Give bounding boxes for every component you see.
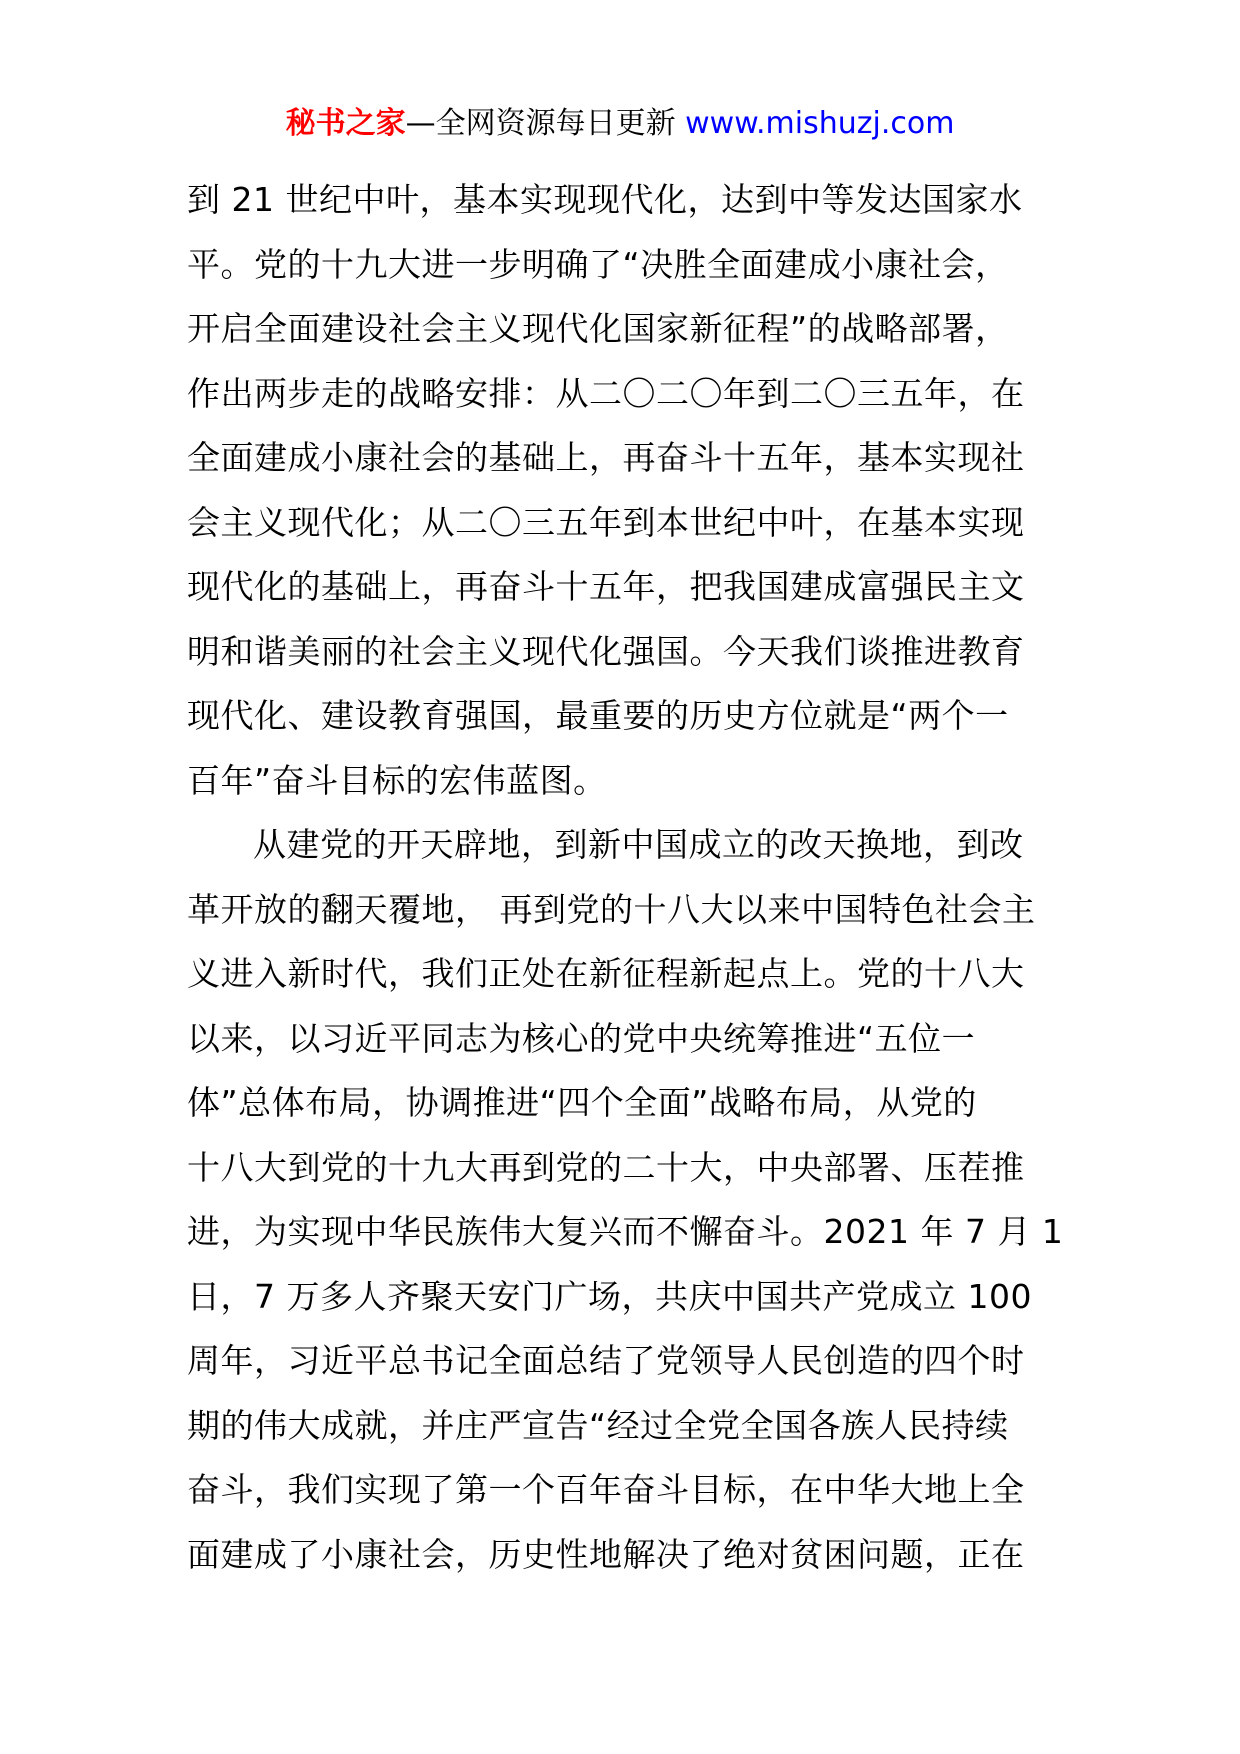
text-line: 现代化的基础上，再奋斗十五年，把我国建成富强民主文 xyxy=(187,567,1025,606)
text-line: 以来，以习近平同志为核心的党中央统筹推进“五位一 xyxy=(187,1018,976,1058)
text-line: 义进入新时代，我们正处在新征程新起点上。党的十八大 xyxy=(187,954,1025,993)
paragraph-1 xyxy=(187,168,1057,813)
text-line: 体”总体布局，协调推进“四个全面”战略布局，从党的 xyxy=(187,1083,977,1122)
brand-name: 秘书之家 xyxy=(285,106,406,141)
text-line: 到 21 世纪中叶，基本实现现代化，达到中等发达国家水 xyxy=(187,180,1023,219)
text-line: 周年，习近平总书记全面总结了党领导人民创造的四个时 xyxy=(187,1341,1025,1380)
text-line: 面建成了小康社会，历史性地解决了绝对贫困问题，正在 xyxy=(187,1534,1025,1574)
text-line: 开启全面建设社会主义现代化国家新征程”的战略部署， xyxy=(187,309,1009,348)
document-body xyxy=(187,168,1064,1587)
paragraph-2 xyxy=(187,813,1064,1587)
text-line: 会主义现代化；从二〇三五年到本世纪中叶，在基本实现 xyxy=(187,502,1025,542)
text-line: 作出两步走的战略安排：从二〇二〇年到二〇三五年，在 xyxy=(187,373,1025,413)
text-line: 明和谐美丽的社会主义现代化强国。今天我们谈推进教育 xyxy=(187,631,1025,671)
text-line: 期的伟大成就，并庄严宣告“经过全党全国各族人民持续 xyxy=(187,1405,1009,1445)
text-line: 百年”奋斗目标的宏伟蓝图。 xyxy=(187,760,607,800)
text-line: 进，为实现中华民族伟大复兴而不懈奋斗。2021 年 7 月 1 xyxy=(187,1212,1064,1251)
text-line: 十八大到党的十九大再到党的二十大，中央部署、压茬推 xyxy=(187,1147,1025,1187)
text-line: 革开放的翻天覆地， 再到党的十八大以来中国特色社会主 xyxy=(187,889,1036,929)
text-line: 奋斗，我们实现了第一个百年奋斗目标，在中华大地上全 xyxy=(187,1470,1025,1509)
text-line: 全面建成小康社会的基础上，再奋斗十五年，基本实现社 xyxy=(187,438,1025,477)
header-tagline: —全网资源每日更新 xyxy=(405,106,676,141)
website-link[interactable]: www.mishuzj.com xyxy=(685,106,955,141)
text-line: 平。党的十九大进一步明确了“决胜全面建成小康社会， xyxy=(187,244,1009,284)
text-line: 从建党的开天辟地，到新中国成立的改天换地，到改 xyxy=(253,825,1024,864)
text-line: 日，7 万多人齐聚天安门广场，共庆中国共产党成立 100 xyxy=(187,1276,1032,1316)
text-line: 现代化、建设教育强国，最重要的历史方位就是“两个一 xyxy=(187,696,1009,735)
page-header xyxy=(0,102,1240,146)
